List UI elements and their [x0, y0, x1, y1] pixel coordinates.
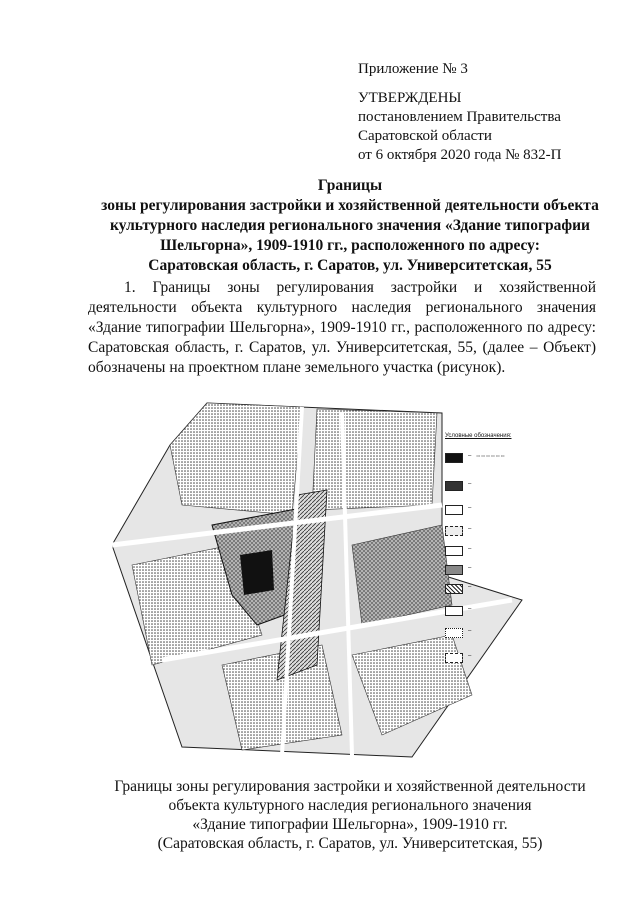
legend-item: – [445, 584, 615, 594]
swatch-zone [445, 584, 463, 594]
appendix-number: Приложение № 3 [358, 61, 468, 77]
legend-item: – [445, 653, 615, 663]
swatch-preserved [445, 526, 463, 536]
caption-line: (Саратовская область, г. Саратов, ул. Университетская, 55) [157, 835, 543, 852]
legend-item: – [445, 606, 615, 616]
figure-caption [60, 777, 640, 853]
swatch-neutral [445, 505, 463, 515]
approval-line-2: Саратовской области [358, 128, 492, 144]
body-paragraph [88, 278, 596, 378]
approval-line-3: от 6 октября 2020 года № 832-П [358, 147, 562, 163]
swatch-plot [445, 628, 463, 638]
heritage-object [240, 550, 274, 595]
swatch-territory [445, 481, 463, 491]
approved-label: УТВЕРЖДЕНЫ [358, 90, 462, 106]
swatch-object [445, 453, 463, 463]
title-line: культурного наследия регионального значения «Здание типографии [110, 217, 590, 234]
legend-item: – [445, 546, 615, 556]
document-title [60, 176, 640, 276]
site-plan-map [112, 395, 532, 760]
swatch-boundary [445, 606, 463, 616]
legend-item: – [445, 628, 615, 638]
legend-item: – [445, 526, 615, 536]
title-line: Шельгорна», 1909-1910 гг., расположенного по адресу: [160, 237, 540, 254]
swatch-coordinates [445, 653, 463, 663]
caption-line: «Здание типографии Шельгорна», 1909-1910 гг. [192, 816, 508, 833]
block-n [312, 409, 437, 510]
legend-title: Условные обозначения: [445, 433, 512, 439]
approval-line-1: постановлением Правительства [358, 109, 561, 125]
approval-block [358, 60, 562, 165]
title-line: зоны регулирования застройки и хозяйственной деятельности объекта [101, 197, 599, 214]
paragraph-text: 1. Границы зоны регулирования застройки и хозяйственной деятельности объекта культурного наследия регионального значения «Здание типографии Шельгорна», 1909-1910 гг., расположенного по адресу: Саратовская область, г. Саратов, ул. Университетская, 55, (далее – Объект) обозначены на проектном плане земельного участка (рисунок). [88, 279, 596, 376]
map-legend [445, 433, 615, 659]
block-nw [170, 403, 302, 515]
title-line: Границы [317, 177, 383, 194]
swatch-protection [445, 565, 463, 575]
legend-item: – ▭ ▭ ▭ ▭ ▭ ▭ [445, 453, 615, 463]
legend-item: – [445, 565, 615, 575]
caption-line: объекта культурного наследия регионального значения [168, 797, 532, 814]
legend-item: – [445, 505, 615, 515]
legend-item: – [445, 481, 615, 491]
title-line: Саратовская область, г. Саратов, ул. Университетская, 55 [148, 257, 552, 274]
caption-line: Границы зоны регулирования застройки и хозяйственной деятельности [114, 778, 586, 795]
swatch-yards [445, 546, 463, 556]
